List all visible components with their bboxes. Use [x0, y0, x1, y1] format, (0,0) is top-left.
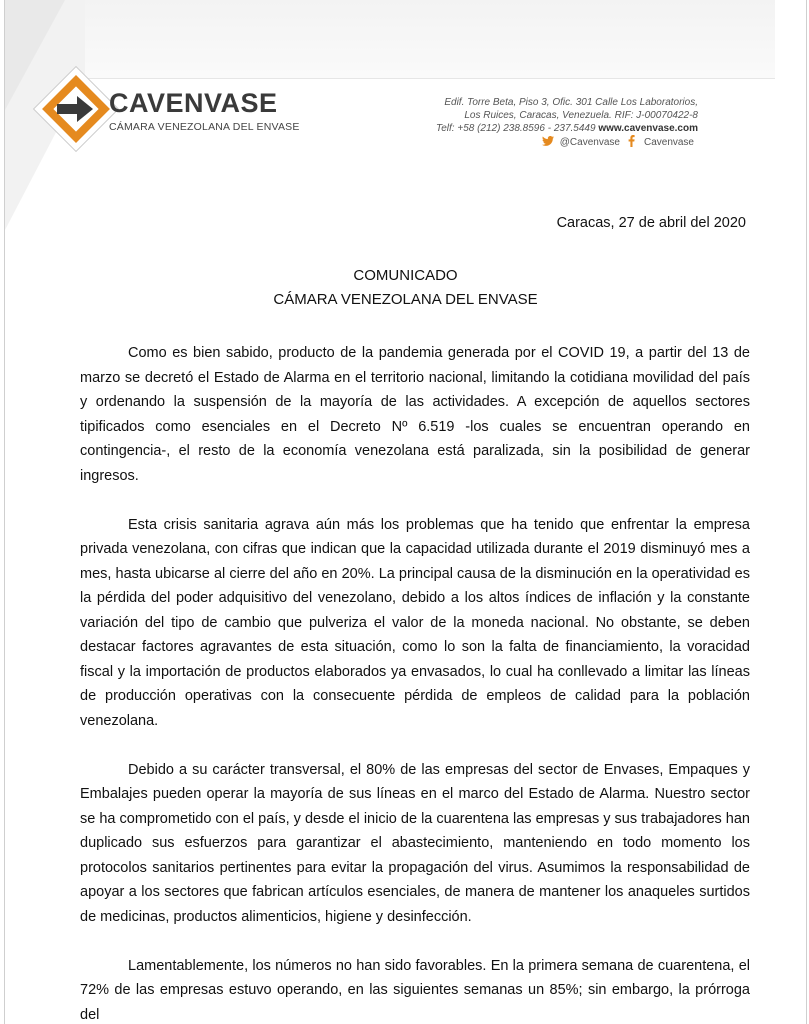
phone-web-line: [436, 122, 698, 135]
paragraph-4: Lamentablemente, los números no han sido favorables. En la primera semana de cuarentena, el 72% de las empresas estuvo operando, en las siguientes semanas un 85%; sin embargo, la prórroga del: [80, 957, 750, 1023]
phone: Telf: +58 (212) 238.8596 - 237.5449: [436, 123, 596, 134]
twitter-handle[interactable]: @Cavenvase: [559, 137, 620, 148]
document-title: COMUNICADO: [353, 267, 458, 284]
brand-name: CAVENVASE: [109, 88, 278, 118]
cavenvase-logo: [33, 66, 300, 156]
document-date: Caracas, 27 de abril del 2020: [556, 215, 746, 231]
facebook-handle[interactable]: Cavenvase: [643, 137, 694, 148]
paragraph-1: Como es bien sabido, producto de la pandemia generada por el COVID 19, a partir del 13 de marzo se decretó el Estado de Alarma en el territorio nacional, limitando la cotidiana movilidad del país y ordenando la suspensión de la mayoría de las actividades. A excepción de aquellos sectores tipificados como esenciales en el Decreto Nº 6.519 -los cuales se encuentran operando en contingencia-, el resto de la economía venezolana está paralizada, sin la posibilidad de generar ingresos.: [80, 345, 750, 484]
address-line-1: Edif. Torre Beta, Piso 3, Ofic. 301 Calle Los Laboratorios,: [444, 97, 698, 108]
twitter-bird-icon: [542, 136, 554, 149]
address-line-2: Los Ruices, Caracas, Venezuela. RIF: J-00070422-8: [464, 110, 698, 121]
brand-subtitle: CÁMARA VENEZOLANA DEL ENVASE: [109, 121, 300, 133]
paragraph-3: Debido a su carácter transversal, el 80% de las empresas del sector de Envases, Empaques y Embalajes pueden operar la mayoría de sus líneas en el marco del Estado de Alarma. Nuestro sector se ha comprometido con el país, y desde el inicio de la cuarentena las empresas y sus trabajadores han duplicado sus esfuerzos para garantizar el abastecimiento, manteniendo en todo momento los protocolos sanitarios pertinentes para evitar la propagación del virus. Asumimos la responsabilidad de apoyar a los sectores que fabrican artículos esenciales, de manera de mantener los anaqueles surtidos de medicinas, productos alimenticios, higiene y desinfección.: [80, 761, 750, 925]
contact-info: [436, 96, 698, 135]
document-headings: [5, 264, 806, 312]
social-links: [542, 135, 694, 150]
facebook-f-icon: [626, 135, 638, 150]
document-subtitle: CÁMARA VENEZOLANA DEL ENVASE: [273, 291, 538, 308]
arrow-diamond-logo-icon: [33, 66, 119, 152]
document-body: [80, 341, 750, 1024]
website-link[interactable]: www.cavenvase.com: [598, 123, 698, 134]
document-page: [4, 0, 807, 1024]
paragraph-2: Esta crisis sanitaria agrava aún más los problemas que ha tenido que enfrentar la empresa privada venezolana, con cifras que indican que la capacidad utilizada durante el 2019 disminuyó mes a mes, hasta ubicarse al cierre del año en 20%. La principal causa de la disminución en la operatividad es la pérdida del poder adquisitivo del venezolano, debido a los altos índices de inflación y la constante variación del tipo de cambio que pulveriza el valor de la moneda nacional. No obstante, se deben destacar factores agravantes de esta situación, como lo son la falta de financiamiento, la voracidad fiscal y la importación de productos elaborados ya envasados, lo cual ha conllevado a limitar las líneas de producción operativas con la consecuente pérdida de empleos de calidad para la población venezolana.: [80, 516, 750, 729]
